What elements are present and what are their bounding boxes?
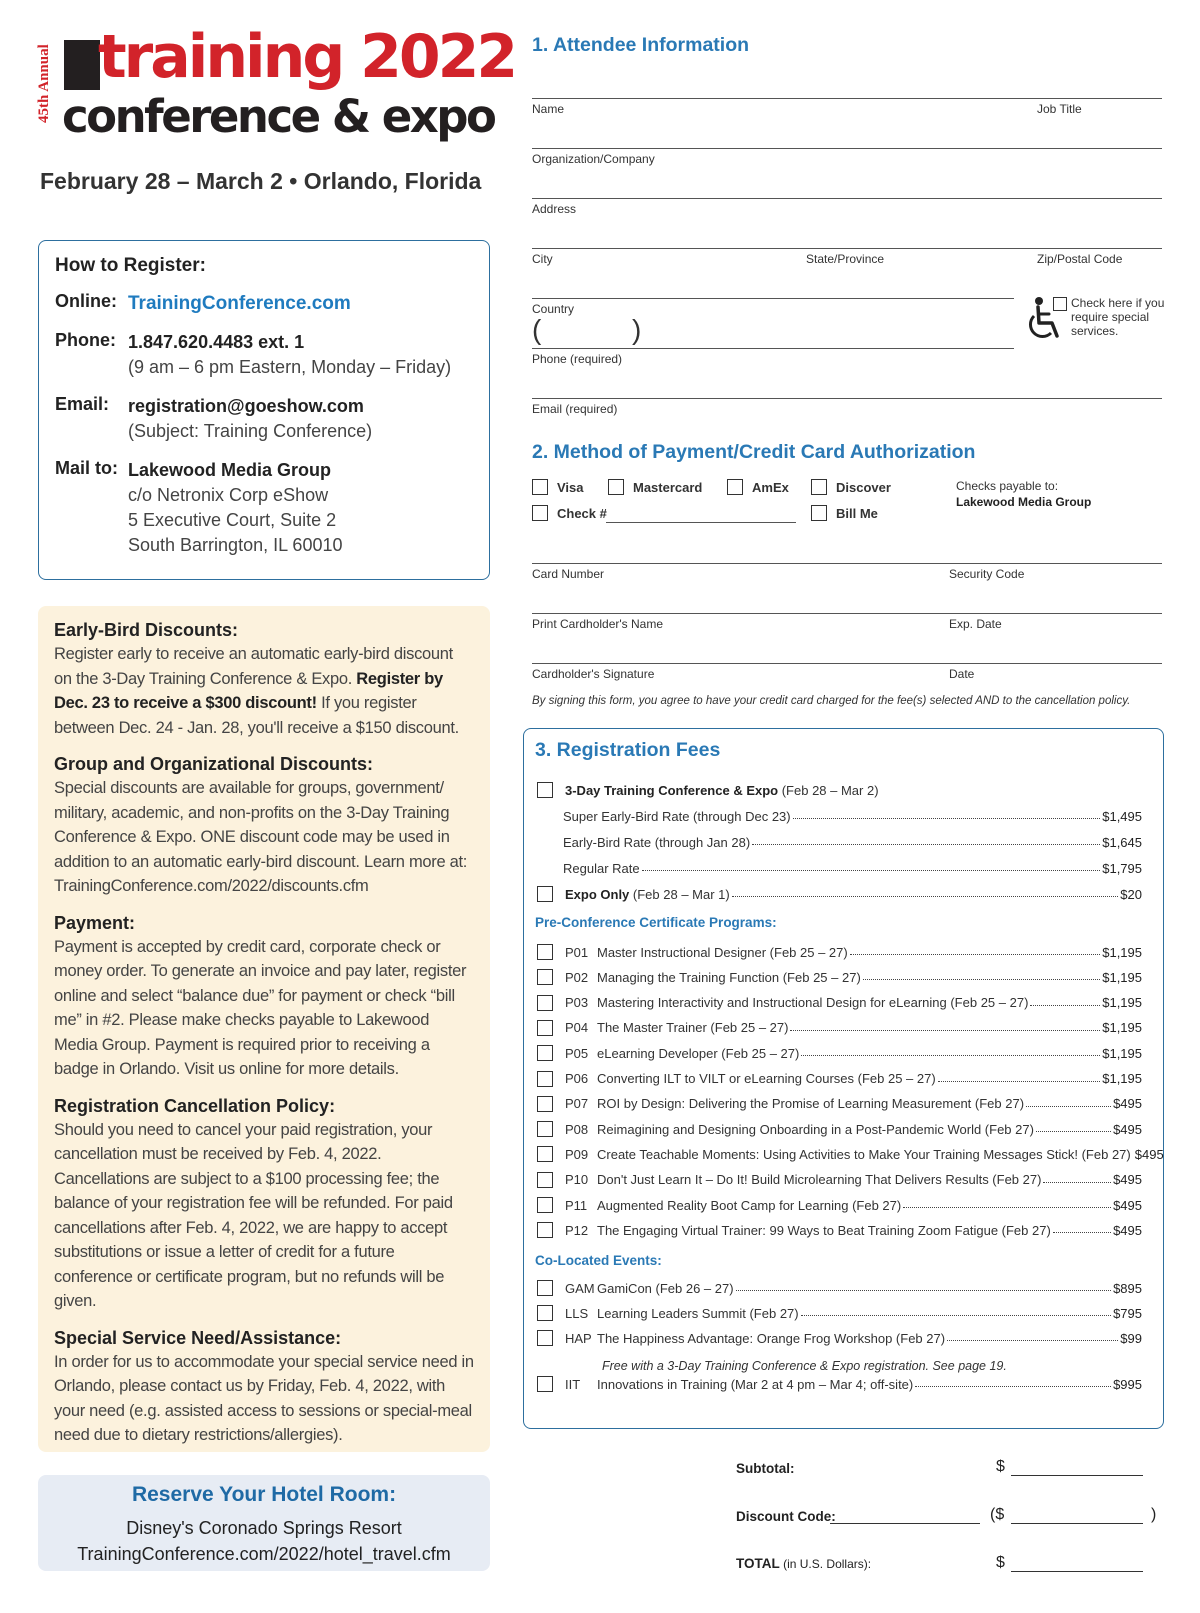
phone-label: Phone (required) <box>532 352 623 366</box>
program-row[interactable] <box>537 1170 1142 1190</box>
signature-label: Cardholder's Signature <box>532 667 655 681</box>
program-code: P01 <box>565 944 589 960</box>
expo-only-row[interactable]: Expo Only (Feb 28 – Mar 1) $20 <box>537 884 1142 904</box>
discount-label: Discount Code: <box>736 1509 836 1524</box>
program-code: P08 <box>565 1121 589 1137</box>
program-checkbox[interactable] <box>537 1222 553 1238</box>
program-price: $495 <box>1113 1172 1142 1188</box>
event-row[interactable] <box>537 1374 1142 1394</box>
logo-line2: conference & expo <box>62 90 495 143</box>
discount-code-field[interactable] <box>830 1523 980 1524</box>
program-label: The Master Trainer (Feb 25 – 27) <box>597 1020 789 1036</box>
hotel-box <box>38 1475 490 1571</box>
country-field[interactable] <box>532 298 1014 299</box>
phone-number: 1.847.620.4483 ext. 1 <box>128 332 305 352</box>
special-services-label: Check here if you require special services. <box>1071 296 1165 338</box>
visa-option[interactable]: Visa <box>532 479 584 495</box>
program-label: Converting ILT to VILT or eLearning Courses (Feb 25 – 27) <box>597 1071 936 1086</box>
program-code: P03 <box>565 995 589 1011</box>
subtotal-label: Subtotal: <box>736 1461 795 1476</box>
program-label: The Engaging Virtual Trainer: 99 Ways to Beat Training Zoom Fatigue (Feb 27) <box>597 1222 1051 1238</box>
program-code: P04 <box>565 1020 589 1036</box>
program-label: Master Instructional Designer (Feb 25 – 27) <box>597 944 848 960</box>
date-label: Date <box>949 667 975 681</box>
org-field[interactable] <box>532 148 1162 149</box>
card-number-label: Card Number <box>532 567 605 581</box>
event-price: $795 <box>1113 1305 1142 1321</box>
event-checkbox[interactable] <box>537 1330 553 1346</box>
program-label: Mastering Interactivity and Instructional Design for eLearning (Feb 25 – 27) <box>597 995 1029 1011</box>
security-code-label: Security Code <box>949 567 1025 581</box>
main-conference-row[interactable]: 3-Day Training Conference & Expo (Feb 28 – Mar 2) <box>537 780 1142 800</box>
program-code: P05 <box>565 1045 589 1061</box>
event-checkbox[interactable] <box>537 1376 553 1392</box>
program-price: $1,195 <box>1102 1020 1142 1036</box>
event-row[interactable] <box>537 1328 1142 1348</box>
check-number-field[interactable] <box>606 522 796 523</box>
program-checkbox[interactable] <box>537 995 553 1011</box>
cancel-policy-title: Registration Cancellation Policy: <box>54 1095 336 1116</box>
address-field[interactable] <box>532 198 1162 199</box>
email-subject: (Subject: Training Conference) <box>128 421 373 441</box>
subtotal-field[interactable] <box>1011 1475 1143 1476</box>
city-label: City <box>532 252 553 266</box>
program-code: P09 <box>565 1146 589 1162</box>
payment-section-title: 2. Method of Payment/Credit Card Authorization <box>532 441 976 463</box>
check-option[interactable]: Check # <box>532 505 607 521</box>
main-conference-checkbox <box>537 782 553 798</box>
program-row[interactable] <box>537 1195 1142 1215</box>
program-code: P02 <box>565 969 589 985</box>
program-checkbox[interactable] <box>537 1096 553 1112</box>
program-row[interactable] <box>537 1018 1142 1038</box>
program-price: $495 <box>1113 1222 1142 1238</box>
program-checkbox[interactable] <box>537 1146 553 1162</box>
program-row[interactable] <box>537 993 1142 1013</box>
hotel-resort: Disney's Coronado Springs Resort <box>126 1518 402 1538</box>
total-label: TOTAL (in U.S. Dollars): <box>736 1556 872 1571</box>
register-online: Online: TrainingConference.com <box>55 291 351 314</box>
co-located-title: Co-Located Events: <box>535 1253 662 1268</box>
program-row[interactable] <box>537 1069 1142 1089</box>
group-discount-title: Group and Organizational Discounts: <box>54 754 374 774</box>
event-code: LLS <box>565 1305 589 1321</box>
event-row[interactable] <box>537 1303 1142 1323</box>
early-bird-title: Early-Bird Discounts: <box>54 620 239 640</box>
program-checkbox[interactable] <box>537 1020 553 1036</box>
program-price: $495 <box>1113 1197 1142 1213</box>
conference-logo <box>36 22 516 152</box>
discount-close: ) <box>1151 1506 1157 1523</box>
early-bird-text: Register early to receive an automatic early-bird discount on the 3-Day Training Conference & Expo. Register by Dec. 23 to receive a $300 discount! If you register between Dec. 24 - Jan. 28, you'll receive a $150 discount. <box>54 645 459 737</box>
cardholder-name-field[interactable] <box>532 613 1162 614</box>
how-to-register-title: How to Register: <box>55 255 206 276</box>
event-checkbox[interactable] <box>537 1305 553 1321</box>
program-label: Create Teachable Moments: Using Activities to Make Your Training Messages Stick! (Feb 27) <box>597 1146 1131 1162</box>
phone-field[interactable] <box>532 348 1014 349</box>
fees-section-title: 3. Registration Fees <box>535 739 721 761</box>
logo-block <box>64 40 100 90</box>
email-field[interactable] <box>532 398 1162 399</box>
discount-amount-field[interactable] <box>1011 1523 1143 1524</box>
expo-only-checkbox <box>537 886 553 902</box>
program-checkbox[interactable] <box>537 1071 553 1087</box>
email-address[interactable]: registration@goeshow.com <box>128 396 364 416</box>
mastercard-option[interactable]: Mastercard <box>608 479 702 495</box>
name-label: Name <box>532 102 565 116</box>
program-label: Reimagining and Designing Onboarding in a Post-Pandemic World (Feb 27) <box>597 1121 1034 1137</box>
rate-row: Early-Bird Rate (through Jan 28) $1,645 <box>563 834 1142 850</box>
program-code: P07 <box>565 1096 589 1112</box>
program-row[interactable] <box>537 1094 1142 1114</box>
city-field[interactable] <box>532 248 1162 249</box>
bill-me-option[interactable]: Bill Me <box>811 505 878 521</box>
phone-close-paren: ) <box>632 314 642 345</box>
rate-row: Super Early-Bird Rate (through Dec 23) $1,495 <box>563 808 1142 824</box>
event-row[interactable] <box>537 1278 1142 1298</box>
event-code: HAP <box>565 1330 592 1346</box>
hotel-title: Reserve Your Hotel Room: <box>131 1483 397 1506</box>
program-row[interactable] <box>537 1119 1142 1139</box>
program-price: $1,195 <box>1102 1045 1142 1061</box>
program-checkbox[interactable] <box>537 1045 553 1061</box>
program-code: P06 <box>565 1071 589 1086</box>
program-row[interactable] <box>537 967 1142 987</box>
program-price: $1,195 <box>1102 995 1142 1011</box>
event-label: The Happiness Advantage: Orange Frog Workshop (Feb 27) <box>597 1330 946 1346</box>
register-phone: Phone: 1.847.620.4483 ext. 1 (9 am – 6 pm Eastern, Monday – Friday) <box>55 330 473 380</box>
event-label: Innovations in Training (Mar 2 at 4 pm – Mar 4; off-site) <box>597 1376 914 1392</box>
program-checkbox[interactable] <box>537 1197 553 1213</box>
total-dollar: $ <box>996 1554 1005 1571</box>
payment-info-title: Payment: <box>54 912 136 933</box>
card-number-field[interactable] <box>532 563 1162 564</box>
exp-date-label: Exp. Date <box>949 617 1002 631</box>
left-column <box>36 22 516 1564</box>
total-field[interactable] <box>1011 1571 1143 1572</box>
program-price: $1,195 <box>1102 969 1142 985</box>
program-label: eLearning Developer (Feb 25 – 27) <box>597 1045 800 1061</box>
program-checkbox[interactable] <box>537 944 553 960</box>
how-to-register-box <box>38 240 490 580</box>
subtotal-dollar: $ <box>996 1458 1005 1475</box>
event-price: $995 <box>1113 1376 1142 1392</box>
hotel-url[interactable]: TrainingConference.com/2022/hotel_travel.cfm <box>77 1544 451 1564</box>
cardholder-name-label: Print Cardholder's Name <box>532 617 664 631</box>
event-checkbox[interactable] <box>537 1280 553 1296</box>
logo-annual: 45th Annual <box>36 44 52 124</box>
program-price: $495 <box>1134 1146 1164 1162</box>
group-discount-text: Special discounts are available for groups, government/ military, academic, and non-profits on the 3-Day Training Conference & Expo. ONE discount code may be used in addition to an automatic early-bird discount. Learn more at: TrainingConference.com/2022/discounts.cfm <box>54 779 468 895</box>
cancel-policy-text: Should you need to cancel your paid registration, your cancellation must be received by Feb. 4, 2022. Cancellations are subject to a $100 processing fee; the balance of your registration fee will be refunded. For paid cancellations after Feb. 4, 2022, we are happy to accept substitutions or issue a letter of credit for a future conference or certificate program, but no refunds will be given. <box>54 1120 453 1310</box>
program-code: P11 <box>565 1197 588 1213</box>
special-service-text: In order for us to accommodate your special service need in Orlando, please contact us by Friday, Feb. 4, 2022, with your need (e.g. assisted access to sessions or special-meal need due to dietary restrictions/allergies). <box>54 1352 474 1444</box>
state-label: State/Province <box>806 252 885 266</box>
name-field[interactable] <box>532 98 1162 99</box>
checks-payable-note: Checks payable to: Lakewood Media Group <box>956 479 1092 509</box>
program-price: $1,195 <box>1102 944 1142 960</box>
org-label: Organization/Company <box>532 152 655 166</box>
discover-option[interactable]: Discover <box>811 479 891 495</box>
email-label: Email (required) <box>532 402 618 416</box>
event-code: IIT <box>565 1376 581 1392</box>
registration-fees-box <box>523 728 1164 1429</box>
program-row[interactable] <box>537 1043 1142 1063</box>
register-email: Email: registration@goeshow.com (Subject: Training Conference) <box>55 394 473 444</box>
attendee-section-title: 1. Attendee Information <box>532 34 750 56</box>
program-row[interactable] <box>537 1220 1142 1240</box>
program-price: $495 <box>1113 1121 1142 1137</box>
online-link[interactable]: TrainingConference.com <box>128 293 351 314</box>
hap-note: Free with a 3-Day Training Conference & Expo registration. See page 19. <box>602 1359 1007 1373</box>
program-code: P12 <box>565 1222 589 1238</box>
logo-line1: training 2022 <box>98 22 516 92</box>
program-row[interactable] <box>537 942 1142 962</box>
pre-conference-title: Pre-Conference Certificate Programs: <box>535 915 777 930</box>
job-title-label: Job Title <box>1037 102 1082 116</box>
event-code: GAM <box>565 1280 595 1296</box>
payment-info-text: Payment is accepted by credit card, corporate check or money order. To generate an invoice and pay later, register online and select “balance due” for payment or check “bill me” in #2. Please make checks payable to Lakewood Media Group. Payment is required prior to receiving a badge in Orlando. Visit us online for more details. <box>54 937 467 1078</box>
signature-note: By signing this form, you agree to have your credit card charged for the fee(s) selected AND to the cancellation policy. <box>532 695 1131 707</box>
program-checkbox[interactable] <box>537 1121 553 1137</box>
program-label: Managing the Training Function (Feb 25 – 27) <box>597 969 861 985</box>
address-label: Address <box>532 202 577 216</box>
program-label: Augmented Reality Boot Camp for Learning (Feb 27) <box>597 1197 902 1213</box>
phone-hours: (9 am – 6 pm Eastern, Monday – Friday) <box>128 357 452 377</box>
rate-row: Regular Rate $1,795 <box>563 860 1142 876</box>
event-price: $99 <box>1120 1330 1142 1346</box>
program-price: $495 <box>1113 1096 1142 1112</box>
program-checkbox[interactable] <box>537 969 553 985</box>
special-services-checkbox[interactable] <box>1053 295 1067 313</box>
program-code: P10 <box>565 1172 589 1188</box>
amex-option[interactable]: AmEx <box>727 479 789 495</box>
mail-name: Lakewood Media Group <box>128 460 332 480</box>
info-panel <box>38 606 490 1452</box>
country-label: Country <box>532 302 575 316</box>
program-label: ROI by Design: Delivering the Promise of Learning Measurement (Feb 27) <box>597 1096 1025 1112</box>
signature-field[interactable] <box>532 663 1162 664</box>
phone-open-paren: ( <box>532 314 542 345</box>
event-label: Learning Leaders Summit (Feb 27) <box>597 1305 799 1321</box>
program-row[interactable] <box>537 1144 1164 1164</box>
zip-label: Zip/Postal Code <box>1037 252 1123 266</box>
special-service-title: Special Service Need/Assistance: <box>54 1327 342 1348</box>
event-dates: February 28 – March 2 • Orlando, Florida <box>40 168 482 194</box>
event-price: $895 <box>1113 1280 1142 1296</box>
program-label: Don't Just Learn It – Do It! Build Microlearning That Delivers Results (Feb 27) <box>597 1172 1042 1188</box>
discount-open: ($ <box>990 1506 1005 1523</box>
event-label: GamiCon (Feb 26 – 27) <box>597 1280 734 1296</box>
program-checkbox[interactable] <box>537 1172 553 1188</box>
program-price: $1,195 <box>1102 1071 1142 1086</box>
register-mail: Mail to: Lakewood Media Group c/o Netronix Corp eShow 5 Executive Court, Suite 2 South Barrington, IL 60010 <box>55 458 343 555</box>
